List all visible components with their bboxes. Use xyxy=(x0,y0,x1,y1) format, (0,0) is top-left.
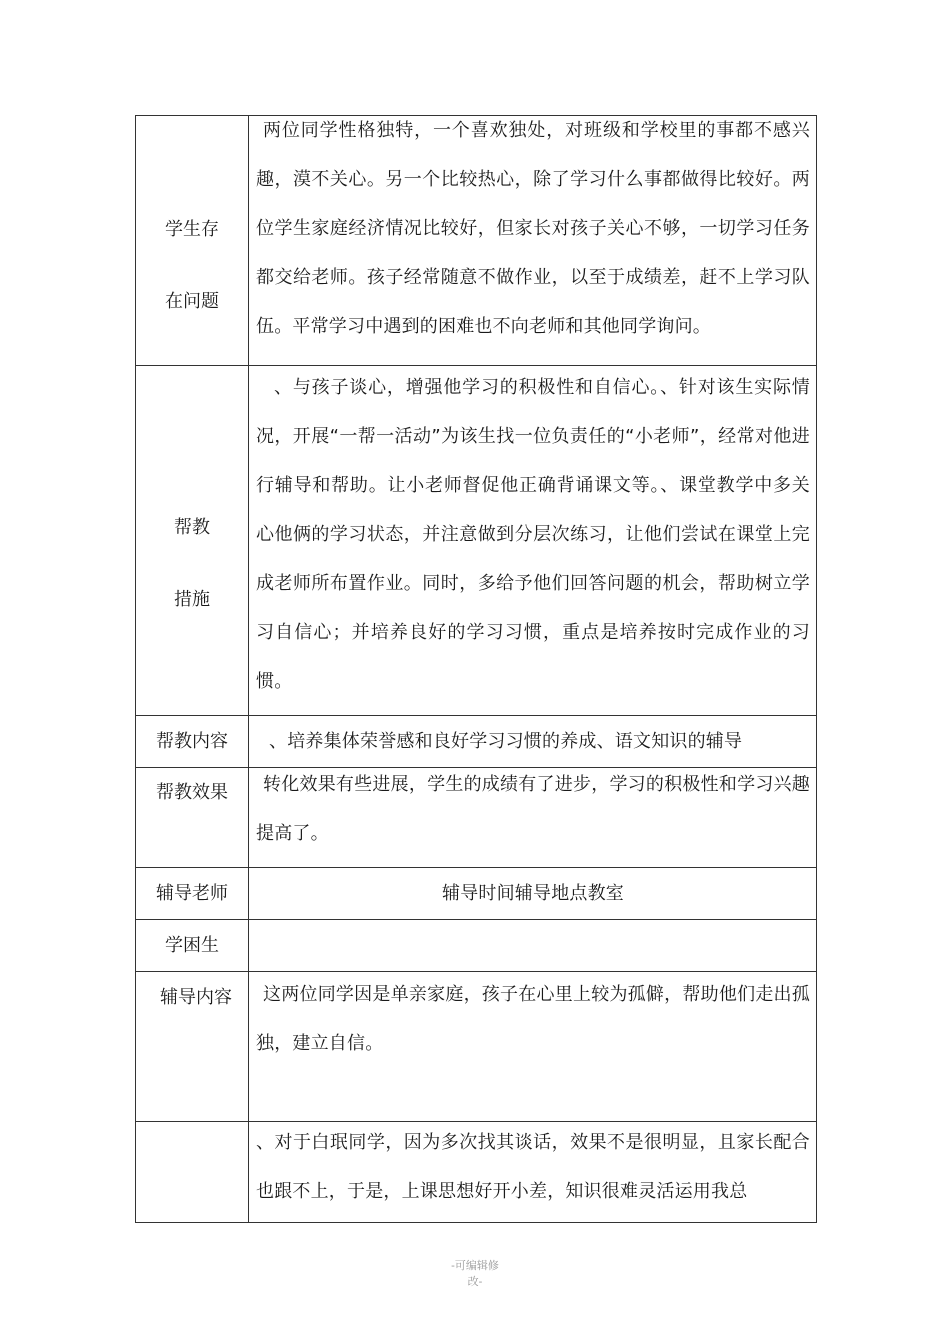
row-label: 辅导内容 xyxy=(160,987,232,1008)
row-label: 在问题 xyxy=(165,291,219,312)
footer-line: 改- xyxy=(467,1275,483,1288)
label-cell xyxy=(136,920,249,972)
row-label: 帮教 xyxy=(174,517,210,538)
label-cell xyxy=(136,716,249,768)
case-note-text: 、对于白珉同学，因为多次找其谈话，效果不是很明显，且家长配合也跟不上，于是，上课思想好开小差，知识很难灵活运用我总 xyxy=(256,1132,810,1202)
content-cell xyxy=(249,768,817,868)
row-label: 帮教效果 xyxy=(156,782,228,803)
table-row xyxy=(136,768,817,868)
tutor-info-text: 辅导时间辅导地点教室 xyxy=(442,883,624,904)
label-cell xyxy=(136,868,249,920)
label-cell xyxy=(136,366,249,716)
label-cell xyxy=(136,972,249,1122)
label-cell xyxy=(136,1122,249,1223)
row-label: 学困生 xyxy=(165,935,219,956)
content-cell xyxy=(249,868,817,920)
page-footer xyxy=(0,1258,950,1290)
content-cell xyxy=(249,1122,817,1223)
help-measures-text: 、与孩子谈心，增强他学习的积极性和自信心。、针对该生实际情况，开展“一帮一活动”为该生找一位负责任的“小老师”，经常对他进行辅导和帮助。让小老师督促他正确背诵课文等。、课堂教学中多关心他俩的学习状态，并注意做到分层次练习，让他们尝试在课堂上完成老师所布置作业。同时，多给予他们回答问题的机会，帮助树立学习自信心；并培养良好的学习习惯，重点是培养按时完成作业的习惯。 xyxy=(256,377,810,692)
student-problem-text: 两位同学性格独特，一个喜欢独处，对班级和学校里的事都不感兴趣，漠不关心。另一个比较热心，除了学习什么事都做得比较好。两位学生家庭经济情况比较好，但家长对孩子关心不够，一切学习任务都交给老师。孩子经常随意不做作业，以至于成绩差，赶不上学习队伍。平常学习中遇到的困难也不向老师和其他同学询问。 xyxy=(256,120,810,337)
table-row xyxy=(136,116,817,366)
label-cell xyxy=(136,768,249,868)
table-row xyxy=(136,972,817,1122)
content-cell xyxy=(249,116,817,366)
content-cell xyxy=(249,972,817,1122)
table-row xyxy=(136,1122,817,1223)
table-row xyxy=(136,868,817,920)
row-label: 措施 xyxy=(174,589,210,610)
content-cell xyxy=(249,920,817,972)
table-row xyxy=(136,366,817,716)
tutoring-content-text: 这两位同学因是单亲家庭，孩子在心里上较为孤僻，帮助他们走出孤独，建立自信。 xyxy=(256,984,810,1054)
content-cell xyxy=(249,366,817,716)
row-label: 帮教内容 xyxy=(156,731,228,752)
row-label: 辅导老师 xyxy=(156,883,228,904)
row-label: 学生存 xyxy=(165,219,219,240)
help-effect-text: 转化效果有些进展，学生的成绩有了进步，学习的积极性和学习兴趣提高了。 xyxy=(256,774,810,844)
label-cell xyxy=(136,116,249,366)
tutoring-record-table xyxy=(135,115,817,1223)
footer-line: -可编辑修 xyxy=(451,1259,499,1272)
table-row xyxy=(136,920,817,972)
help-content-text: 、培养集体荣誉感和良好学习习惯的养成、语文知识的辅导 xyxy=(269,731,743,752)
